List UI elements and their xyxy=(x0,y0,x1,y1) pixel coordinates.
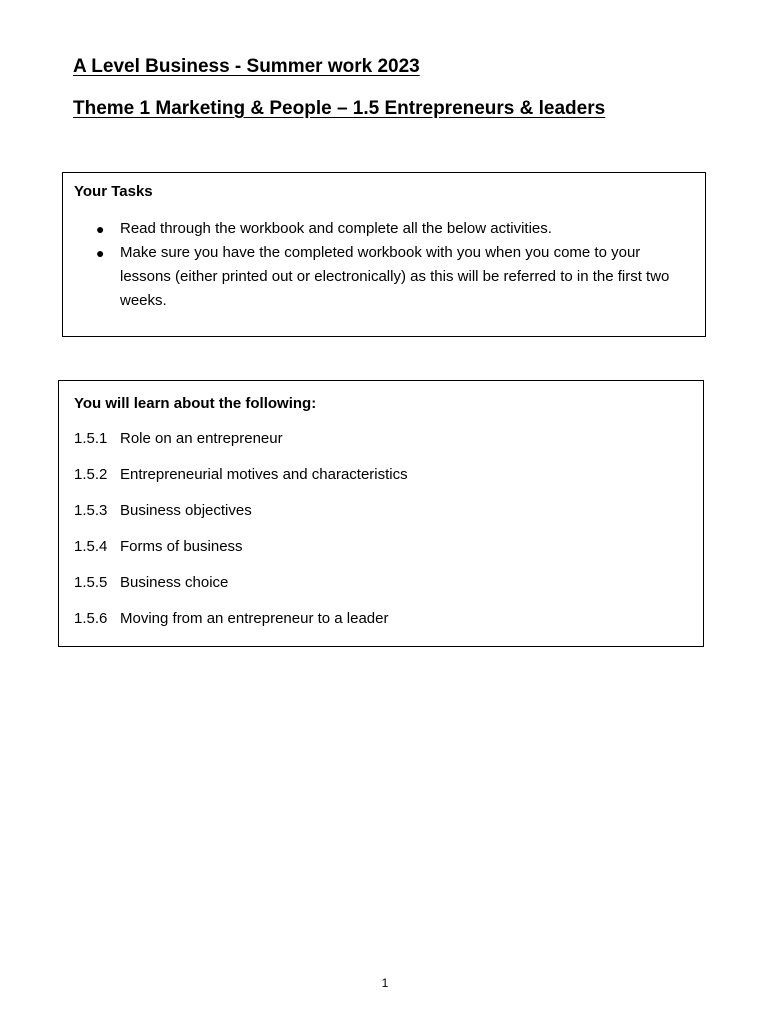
topic-text: Role on an entrepreneur xyxy=(120,430,283,447)
list-item xyxy=(74,609,408,645)
task-text: Read through the workbook and complete all the below activities. xyxy=(120,220,552,237)
list-item xyxy=(74,501,408,537)
list-item xyxy=(63,241,707,313)
learning-objectives-box xyxy=(58,380,704,647)
topic-number: 1.5.3 xyxy=(74,502,108,519)
topic-text: Business objectives xyxy=(120,502,252,519)
bullet-icon: ● xyxy=(96,221,105,237)
topic-number: 1.5.5 xyxy=(74,574,108,591)
bullet-icon: ● xyxy=(96,245,105,261)
topic-number: 1.5.2 xyxy=(74,466,108,483)
list-item xyxy=(74,429,408,465)
document-title: A Level Business - Summer work 2023 xyxy=(73,56,420,77)
topic-text: Business choice xyxy=(120,574,229,591)
list-item xyxy=(63,217,707,241)
document-subtitle: Theme 1 Marketing & People – 1.5 Entrepreneurs & leaders xyxy=(73,98,606,119)
tasks-heading: Your Tasks xyxy=(74,183,153,200)
topic-text: Moving from an entrepreneur to a leader xyxy=(120,610,389,627)
task-text: Make sure you have the completed workbook with you when you come to your lessons (either printed out or electronically) as this will be referred to in the first two weeks. xyxy=(120,244,670,309)
topic-number: 1.5.1 xyxy=(74,430,108,447)
list-item xyxy=(74,537,408,573)
tasks-list xyxy=(63,217,707,313)
list-item xyxy=(74,573,408,609)
tasks-box xyxy=(62,172,706,337)
list-item xyxy=(74,465,408,501)
page-number: 1 xyxy=(381,976,389,990)
topic-list xyxy=(74,429,408,645)
learning-objectives-heading: You will learn about the following: xyxy=(74,395,317,412)
topic-number: 1.5.6 xyxy=(74,610,108,627)
topic-text: Forms of business xyxy=(120,538,243,555)
topic-text: Entrepreneurial motives and characteristics xyxy=(120,466,408,483)
topic-number: 1.5.4 xyxy=(74,538,108,555)
